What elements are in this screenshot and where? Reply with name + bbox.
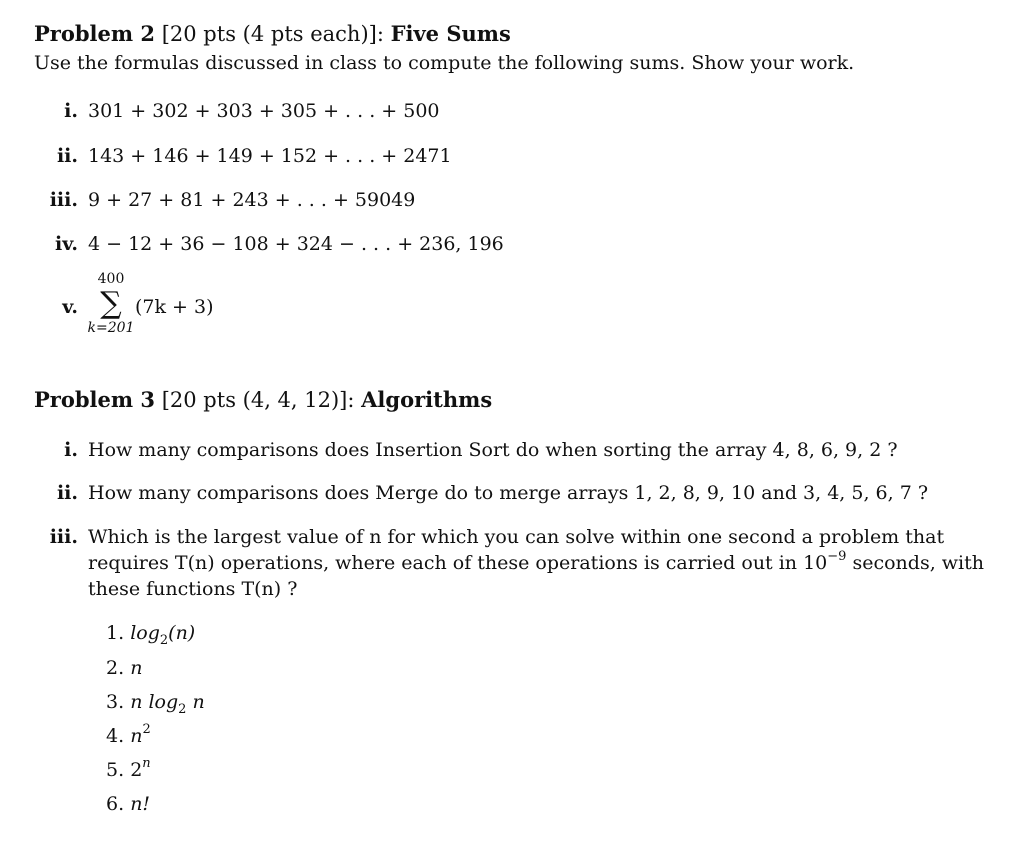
function-base: n! <box>130 793 151 815</box>
summation <box>86 270 136 338</box>
function-item <box>106 621 195 647</box>
function-item <box>106 656 142 682</box>
problem-2-name: Five Sums <box>390 21 511 46</box>
item-label: iii. <box>49 189 78 211</box>
problem-2-intro: Use the formulas discussed in class to compute the following sums. Show your work. <box>34 52 855 74</box>
item-label: iv. <box>55 233 78 255</box>
problem-3-title: Problem 3 <box>34 387 156 412</box>
problem-3-name: Algorithms <box>361 387 493 412</box>
exponent: −9 <box>827 548 847 564</box>
sum-expression: 9 + 27 + 81 + 243 + . . . + 59049 <box>88 189 416 211</box>
function-number: 4. <box>106 725 125 747</box>
function-item <box>106 690 205 716</box>
sum-expression: 4 − 12 + 36 − 108 + 324 − . . . + 236, 196 <box>88 233 504 255</box>
function-number: 3. <box>106 691 125 713</box>
item-label: i. <box>64 100 78 122</box>
function-base: 2 <box>130 759 143 781</box>
item-label: ii. <box>56 145 78 167</box>
item-label: iii. <box>49 526 78 548</box>
item-label: i. <box>64 439 78 461</box>
question-text-line-1: Which is the largest value of n for which you can solve within one second a problem that <box>88 526 945 548</box>
line-2-start: requires T(n) operations, where each of these operations is carried out in 10 <box>88 552 828 574</box>
function-number: 6. <box>106 793 125 815</box>
problem-3-points: [20 pts (4, 4, 12)]: <box>161 388 355 412</box>
question-text-line-2 <box>88 548 984 577</box>
function-item <box>106 792 150 818</box>
function-base: n <box>130 725 143 747</box>
function-superscript: 2 <box>142 721 151 737</box>
function-base: log <box>130 622 160 644</box>
function-number: 5. <box>106 759 125 781</box>
problem-2-points: [20 pts (4 pts each)]: <box>161 22 384 46</box>
function-number: 2. <box>106 657 125 679</box>
function-rest: n <box>186 691 205 713</box>
function-rest: (n) <box>168 622 196 644</box>
function-item <box>106 721 151 750</box>
summation-lower-limit: k=201 <box>87 319 135 336</box>
problem-2-title: Problem 2 <box>34 21 156 46</box>
sum-expression: 301 + 302 + 303 + 305 + . . . + 500 <box>88 100 440 122</box>
problem-2-heading <box>34 20 511 48</box>
function-number: 1. <box>106 622 125 644</box>
function-subscript: 2 <box>159 632 169 648</box>
summand-expression: (7k + 3) <box>135 296 214 318</box>
question-text: How many comparisons does Insertion Sort do when sorting the array 4, 8, 6, 9, 2 ? <box>88 439 898 461</box>
function-superscript: n <box>142 755 151 771</box>
summation-upper-limit: 400 <box>97 271 125 287</box>
function-base: n log <box>130 691 179 713</box>
sigma-symbol: ∑ <box>100 285 122 321</box>
item-label: ii. <box>56 482 78 504</box>
problem-3-heading <box>34 386 492 414</box>
function-subscript: 2 <box>178 701 187 717</box>
sum-expression: 143 + 146 + 149 + 152 + . . . + 2471 <box>88 145 452 167</box>
question-text: How many comparisons does Merge do to merge arrays 1, 2, 8, 9, 10 and 3, 4, 5, 6, 7 ? <box>88 482 929 504</box>
line-2-end: seconds, with <box>846 552 984 574</box>
question-text-line-3: these functions T(n) ? <box>88 578 298 600</box>
function-base: n <box>130 657 143 679</box>
function-item <box>106 755 151 784</box>
item-label: v. <box>62 296 78 318</box>
